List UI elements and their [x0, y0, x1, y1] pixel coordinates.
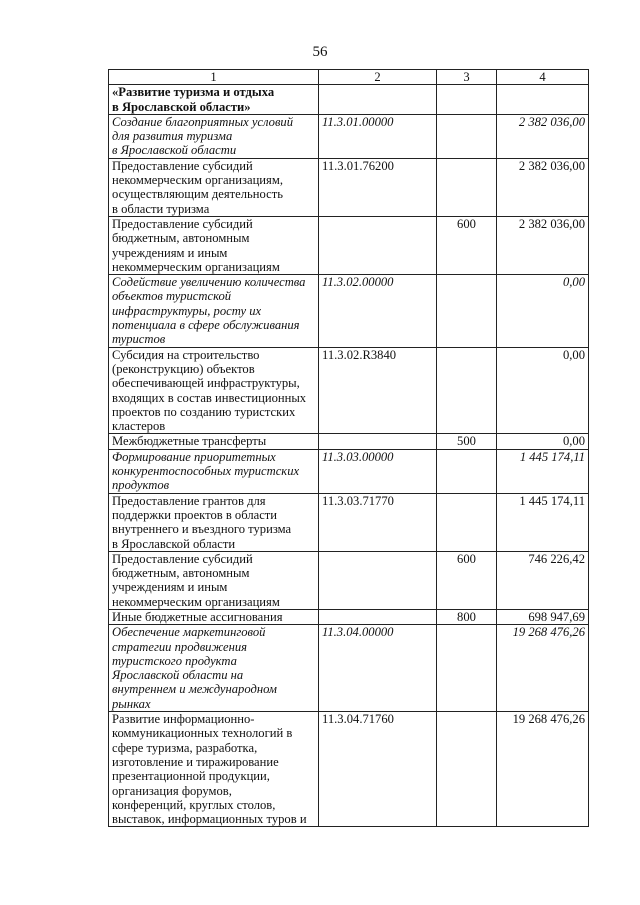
table-row [109, 158, 589, 216]
row-code-cell: 11.3.02.R3840 [319, 347, 437, 434]
row-expense-type-cell: 800 [437, 609, 497, 624]
row-amount-cell: 2 382 036,00 [497, 216, 589, 274]
row-expense-type-cell [437, 114, 497, 158]
row-name-cell: «Развитие туризма и отдыха в Ярославской области» [109, 85, 319, 115]
column-header: 1 [109, 70, 319, 85]
row-amount-cell: 0,00 [497, 275, 589, 347]
row-code-cell [319, 609, 437, 624]
row-name-cell: Иные бюджетные ассигнования [109, 609, 319, 624]
row-name-cell: Субсидия на строительство (реконструкцию) объектов обеспечивающей инфраструктуры, входящих в состав инвестиционных проектов по созданию туристских кластеров [109, 347, 319, 434]
row-expense-type-cell [437, 85, 497, 115]
table-row [109, 625, 589, 712]
row-amount-cell: 2 382 036,00 [497, 114, 589, 158]
budget-table [108, 69, 589, 827]
row-amount-cell [497, 85, 589, 115]
row-amount-cell: 746 226,42 [497, 551, 589, 609]
row-name-cell: Создание благоприятных условий для развития туризма в Ярославской области [109, 114, 319, 158]
row-code-cell [319, 216, 437, 274]
row-name-cell: Обеспечение маркетинговой стратегии продвижения туристского продукта Ярославской области на внутреннем и международном рынках [109, 625, 319, 712]
row-code-cell: 11.3.03.00000 [319, 449, 437, 493]
table-row [109, 275, 589, 347]
row-name-cell: Межбюджетные трансферты [109, 434, 319, 449]
row-expense-type-cell [437, 275, 497, 347]
row-code-cell: 11.3.03.71770 [319, 493, 437, 551]
row-name-cell: Развитие информационно- коммуникационных технологий в сфере туризма, разработка, изготовление и тиражирование презентационной продукции, организация форумов, конференций, круглых столов, выставок, информационных туров и [109, 712, 319, 827]
row-amount-cell: 19 268 476,26 [497, 625, 589, 712]
row-name-cell: Формирование приоритетных конкурентоспособных туристских продуктов [109, 449, 319, 493]
row-code-cell: 11.3.01.76200 [319, 158, 437, 216]
table-row [109, 493, 589, 551]
row-code-cell: 11.3.02.00000 [319, 275, 437, 347]
row-code-cell: 11.3.01.00000 [319, 114, 437, 158]
row-name-cell: Предоставление субсидий некоммерческим организациям, осуществляющим деятельность в области туризма [109, 158, 319, 216]
row-expense-type-cell [437, 712, 497, 827]
page-number: 56 [312, 44, 328, 60]
column-header: 3 [437, 70, 497, 85]
table-row [109, 551, 589, 609]
row-code-cell [319, 85, 437, 115]
row-amount-cell: 1 445 174,11 [497, 449, 589, 493]
row-amount-cell: 0,00 [497, 347, 589, 434]
table-row [109, 609, 589, 624]
row-name-cell: Предоставление субсидий бюджетным, автономным учреждениям и иным некоммерческим организациям [109, 216, 319, 274]
row-amount-cell: 698 947,69 [497, 609, 589, 624]
table-row [109, 712, 589, 827]
row-code-cell: 11.3.04.71760 [319, 712, 437, 827]
row-expense-type-cell [437, 493, 497, 551]
table-row [109, 216, 589, 274]
row-code-cell [319, 551, 437, 609]
row-expense-type-cell [437, 625, 497, 712]
row-amount-cell: 1 445 174,11 [497, 493, 589, 551]
row-amount-cell: 19 268 476,26 [497, 712, 589, 827]
row-expense-type-cell [437, 449, 497, 493]
row-code-cell: 11.3.04.00000 [319, 625, 437, 712]
column-header: 2 [319, 70, 437, 85]
table-row [109, 449, 589, 493]
table-row [109, 85, 589, 115]
table-row [109, 114, 589, 158]
row-expense-type-cell [437, 158, 497, 216]
table-row [109, 434, 589, 449]
row-name-cell: Предоставление субсидий бюджетным, автономным учреждениям и иным некоммерческим организациям [109, 551, 319, 609]
table-row [109, 347, 589, 434]
row-expense-type-cell: 600 [437, 216, 497, 274]
row-code-cell [319, 434, 437, 449]
row-name-cell: Предоставление грантов для поддержки проектов в области внутреннего и въездного туризма в Ярославской области [109, 493, 319, 551]
row-name-cell: Содействие увеличению количества объектов туристской инфраструктуры, росту их потенциала в сфере обслуживания туристов [109, 275, 319, 347]
row-expense-type-cell [437, 347, 497, 434]
row-amount-cell: 0,00 [497, 434, 589, 449]
column-header: 4 [497, 70, 589, 85]
row-amount-cell: 2 382 036,00 [497, 158, 589, 216]
row-expense-type-cell: 600 [437, 551, 497, 609]
table-header-row [109, 70, 589, 85]
row-expense-type-cell: 500 [437, 434, 497, 449]
